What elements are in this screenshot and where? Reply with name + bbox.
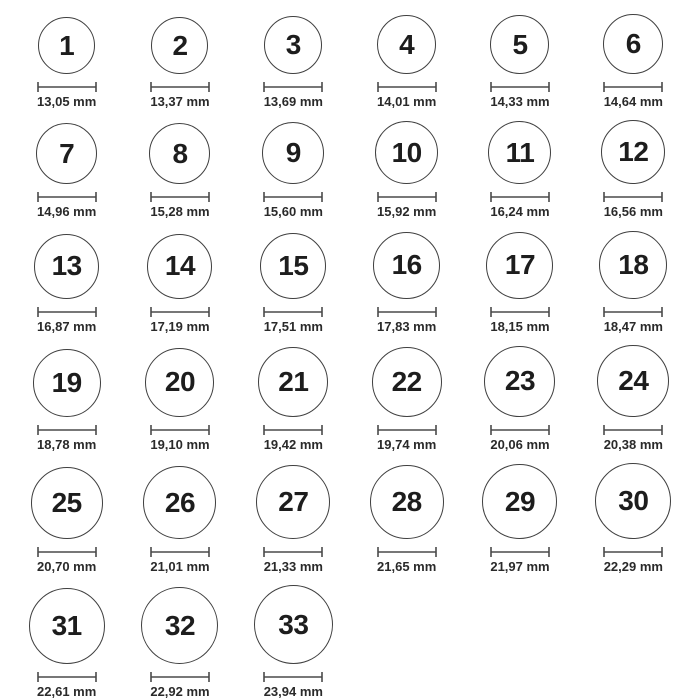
ring-circle xyxy=(484,346,555,417)
ring-circle xyxy=(486,232,553,299)
ring-number: 14 xyxy=(164,250,196,282)
ring-size-item xyxy=(375,121,438,219)
diameter-label: 18,15 mm xyxy=(490,318,550,334)
ring-number: 8 xyxy=(172,137,188,169)
diameter-measure-line xyxy=(490,191,550,203)
diameter-measure-line xyxy=(150,671,210,683)
ring-size-item xyxy=(372,347,442,452)
ring-size-item xyxy=(29,588,105,699)
ring-size-item xyxy=(34,234,99,334)
diameter-label: 14,33 mm xyxy=(490,94,550,109)
ring-circle xyxy=(488,121,551,184)
diameter-label: 21,01 mm xyxy=(150,559,210,575)
diameter-measure-line xyxy=(263,546,323,558)
ring-circle xyxy=(31,467,103,539)
diameter-measure-line xyxy=(37,81,97,93)
ring-circle xyxy=(147,234,212,299)
ring-size-item xyxy=(603,14,663,109)
ring-number: 2 xyxy=(172,29,188,61)
diameter-label: 17,51 mm xyxy=(263,318,323,334)
ring-size-item xyxy=(597,345,669,452)
diameter-measure-line xyxy=(37,546,97,558)
ring-size-item xyxy=(36,123,97,219)
ring-number: 15 xyxy=(278,249,309,281)
diameter-label: 19,74 mm xyxy=(377,436,437,452)
ring-circle xyxy=(34,234,99,299)
diameter-label: 16,87 mm xyxy=(37,318,97,334)
ring-circle xyxy=(373,232,440,299)
diameter-measure-line xyxy=(263,424,323,436)
diameter-measure-line xyxy=(377,424,437,436)
ring-number: 28 xyxy=(391,486,422,518)
ring-number: 24 xyxy=(618,364,649,396)
diameter-measure-line xyxy=(150,546,210,558)
diameter-measure-line xyxy=(490,546,550,558)
diameter-label: 20,06 mm xyxy=(490,436,550,452)
ring-size-item xyxy=(258,347,328,452)
diameter-measure-line xyxy=(263,671,323,683)
diameter-label: 15,92 mm xyxy=(377,204,437,220)
ring-number: 18 xyxy=(618,248,649,280)
diameter-label: 14,64 mm xyxy=(603,94,663,109)
diameter-label: 22,61 mm xyxy=(37,684,97,700)
ring-circle xyxy=(490,15,549,74)
ring-number: 26 xyxy=(164,486,196,518)
diameter-measure-line xyxy=(603,191,663,203)
diameter-label: 19,10 mm xyxy=(150,436,210,452)
ring-size-item xyxy=(145,348,214,452)
ring-number: 13 xyxy=(51,250,82,282)
ring-size-item xyxy=(150,17,210,109)
ring-size-item xyxy=(254,585,333,699)
diameter-label: 20,70 mm xyxy=(37,559,97,575)
ring-size-item xyxy=(373,232,440,334)
ring-circle xyxy=(38,17,95,74)
ring-number: 4 xyxy=(399,28,415,60)
diameter-label: 15,28 mm xyxy=(150,204,210,220)
ring-circle xyxy=(256,465,330,539)
ring-circle xyxy=(260,233,326,299)
ring-size-item xyxy=(31,467,103,574)
ring-size-item xyxy=(488,121,551,219)
diameter-label: 22,92 mm xyxy=(150,684,210,700)
ring-size-item xyxy=(484,346,555,452)
ring-number: 12 xyxy=(618,136,649,168)
diameter-measure-line xyxy=(263,191,323,203)
diameter-label: 17,83 mm xyxy=(377,318,437,334)
diameter-measure-line xyxy=(377,306,437,318)
diameter-measure-line xyxy=(603,424,663,436)
ring-number: 10 xyxy=(391,136,422,168)
ring-number: 17 xyxy=(504,249,536,281)
diameter-measure-line xyxy=(263,306,323,318)
ring-size-item xyxy=(490,15,550,109)
ring-number: 27 xyxy=(278,486,309,518)
diameter-measure-line xyxy=(37,424,97,436)
ring-number: 6 xyxy=(625,28,641,59)
diameter-label: 14,01 mm xyxy=(377,94,437,109)
ring-number: 19 xyxy=(51,366,82,398)
ring-number: 9 xyxy=(285,137,301,169)
ring-circle xyxy=(372,347,442,417)
diameter-measure-line xyxy=(263,81,323,93)
diameter-measure-line xyxy=(490,306,550,318)
diameter-label: 21,97 mm xyxy=(490,559,550,575)
diameter-measure-line xyxy=(37,671,97,683)
ring-size-item xyxy=(263,16,323,109)
ring-circle xyxy=(603,14,663,74)
diameter-label: 15,60 mm xyxy=(263,204,323,220)
diameter-label: 18,78 mm xyxy=(37,436,97,452)
ring-circle xyxy=(601,120,665,184)
ring-number: 21 xyxy=(278,365,309,397)
ring-number: 33 xyxy=(278,608,309,640)
ring-size-item xyxy=(262,122,324,219)
diameter-label: 14,96 mm xyxy=(37,204,97,220)
diameter-measure-line xyxy=(603,81,663,93)
ring-size-item xyxy=(147,234,212,334)
diameter-label: 13,37 mm xyxy=(150,94,210,109)
diameter-label: 17,19 mm xyxy=(150,318,210,334)
diameter-label: 22,29 mm xyxy=(603,559,663,575)
ring-circle xyxy=(370,465,444,539)
diameter-measure-line xyxy=(377,546,437,558)
diameter-label: 16,56 mm xyxy=(603,204,663,220)
diameter-measure-line xyxy=(150,81,210,93)
diameter-label: 23,94 mm xyxy=(263,684,323,700)
diameter-measure-line xyxy=(377,81,437,93)
ring-number: 29 xyxy=(504,485,536,517)
diameter-measure-line xyxy=(37,191,97,203)
ring-number: 32 xyxy=(164,609,196,641)
ring-circle xyxy=(36,123,97,184)
ring-number: 11 xyxy=(505,136,535,168)
ring-circle xyxy=(264,16,322,74)
ring-size-item xyxy=(143,466,216,574)
diameter-label: 19,42 mm xyxy=(263,436,323,452)
diameter-measure-line xyxy=(603,546,663,558)
ring-number: 7 xyxy=(59,137,75,169)
ring-number: 30 xyxy=(618,485,649,517)
ring-size-item xyxy=(370,465,444,574)
ring-number: 20 xyxy=(164,366,196,398)
ring-circle xyxy=(145,348,214,417)
diameter-label: 20,38 mm xyxy=(603,436,663,452)
ring-circle xyxy=(377,15,436,74)
ring-size-item xyxy=(377,15,437,109)
ring-number: 25 xyxy=(51,487,82,519)
ring-size-item xyxy=(486,232,553,334)
ring-circle xyxy=(595,463,671,539)
ring-circle xyxy=(597,345,669,417)
ring-number: 22 xyxy=(391,365,422,397)
diameter-label: 13,69 mm xyxy=(263,94,323,109)
ring-circle xyxy=(262,122,324,184)
ring-size-item xyxy=(256,465,330,574)
ring-size-item xyxy=(33,349,101,452)
diameter-label: 21,33 mm xyxy=(263,559,323,575)
diameter-measure-line xyxy=(603,306,663,318)
diameter-measure-line xyxy=(150,424,210,436)
ring-circle xyxy=(258,347,328,417)
ring-circle xyxy=(254,585,333,664)
ring-circle xyxy=(29,588,105,664)
ring-size-item xyxy=(260,233,326,334)
ring-circle xyxy=(599,231,667,299)
ring-circle xyxy=(375,121,438,184)
ring-size-item xyxy=(599,231,667,334)
ring-size-item xyxy=(595,463,671,574)
ring-circle xyxy=(482,464,557,539)
diameter-label: 13,05 mm xyxy=(37,94,97,109)
ring-size-item xyxy=(149,123,210,219)
ring-circle xyxy=(143,466,216,539)
diameter-label: 16,24 mm xyxy=(490,204,550,220)
ring-number: 31 xyxy=(51,610,82,642)
ring-circle xyxy=(33,349,101,417)
ring-size-item xyxy=(601,120,665,219)
ring-circle xyxy=(151,17,208,74)
diameter-label: 18,47 mm xyxy=(603,318,663,334)
diameter-measure-line xyxy=(490,424,550,436)
diameter-measure-line xyxy=(490,81,550,93)
diameter-measure-line xyxy=(37,306,97,318)
ring-number: 16 xyxy=(391,249,422,281)
ring-size-item xyxy=(141,587,218,699)
diameter-measure-line xyxy=(377,191,437,203)
diameter-label: 21,65 mm xyxy=(377,559,437,575)
ring-number: 5 xyxy=(512,28,528,60)
ring-number: 1 xyxy=(59,29,75,61)
ring-circle xyxy=(149,123,210,184)
ring-number: 3 xyxy=(285,29,301,60)
ring-circle xyxy=(141,587,218,664)
ring-number: 23 xyxy=(504,365,536,397)
ring-size-item xyxy=(482,464,557,574)
diameter-measure-line xyxy=(150,191,210,203)
ring-size-item xyxy=(37,17,97,109)
diameter-measure-line xyxy=(150,306,210,318)
